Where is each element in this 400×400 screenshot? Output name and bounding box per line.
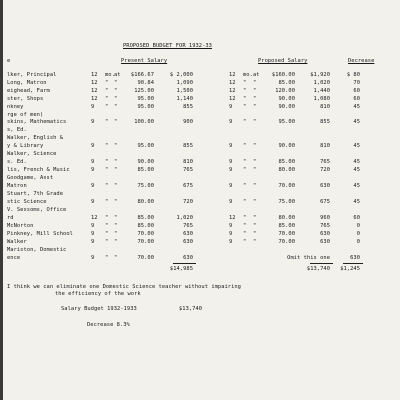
proposed-at: " (253, 159, 257, 165)
proposed-months: 9 (229, 183, 233, 189)
present-monthly-rate: 70.00 (137, 231, 154, 237)
proposed-annual-total: 630 (320, 231, 330, 237)
proposed-monthly-rate: 70.00 (278, 183, 295, 189)
staff-name: ence (7, 255, 21, 261)
present-months: 9 (91, 167, 95, 173)
present-mo-unit: " (105, 183, 109, 189)
staff-name: eighead, Farm (7, 88, 50, 94)
present-at: " (114, 80, 118, 86)
proposed-monthly-rate: 80.00 (278, 215, 295, 221)
present-monthly-rate: 90.84 (137, 80, 154, 86)
decrease-amount: $ 80 (346, 72, 360, 78)
decrease-amount: 45 (353, 199, 360, 205)
staff-name: Matron (7, 183, 27, 189)
present-at: " (114, 119, 118, 125)
proposed-annual-total: 1,020 (313, 80, 330, 86)
proposed-monthly-rate: 70.00 (278, 239, 295, 245)
staff-name: Stuart, 7th Grade (7, 191, 64, 197)
staff-name: Walker, English & (7, 135, 64, 141)
present-mo-unit: " (105, 215, 109, 221)
present-annual-total: 630 (183, 255, 193, 261)
present-total-rule (173, 263, 196, 264)
proposed-monthly-rate: 80.00 (278, 167, 295, 173)
proposed-annual-total: 810 (320, 104, 330, 110)
staff-name: y & Library (7, 143, 44, 149)
proposed-annual-total: $1,920 (310, 72, 330, 78)
proposed-at: " (253, 143, 257, 149)
decrease-amount: 45 (353, 167, 360, 173)
present-annual-total: 1,500 (176, 88, 193, 94)
proposed-total-rule (310, 263, 333, 264)
proposed-mo-unit: " (243, 223, 247, 229)
present-months: 9 (91, 104, 95, 110)
proposed-annual-total: 855 (320, 119, 330, 125)
salary-budget-label: Salary Budget 1932-1933 (61, 306, 137, 312)
proposed-monthly-rate: 85.00 (278, 223, 295, 229)
present-months: 12 (91, 80, 98, 86)
proposed-mo-unit: " (243, 183, 247, 189)
proposed-at: " (253, 80, 257, 86)
proposed-at: " (253, 239, 257, 245)
present-months: 12 (91, 72, 98, 78)
staff-name: Pinkney, Mill School (7, 231, 73, 237)
staff-name: s, Ed. (7, 127, 27, 133)
present-monthly-rate: 85.00 (137, 167, 154, 173)
present-at: " (114, 231, 118, 237)
proposed-mo-unit: " (243, 88, 247, 94)
present-annual-total: 675 (183, 183, 193, 189)
present-at: " (114, 215, 118, 221)
proposed-at: " (253, 167, 257, 173)
proposed-at: " (253, 215, 257, 221)
present-monthly-rate: 90.00 (137, 159, 154, 165)
present-mo-unit: " (105, 199, 109, 205)
proposed-annual-total: 1,440 (313, 88, 330, 94)
decrease-amount: 70 (353, 80, 360, 86)
present-months: 9 (91, 231, 95, 237)
proposed-at: " (253, 231, 257, 237)
proposed-months: 9 (229, 167, 233, 173)
present-mo-unit: " (105, 255, 109, 261)
staff-name: stic Science (7, 199, 47, 205)
present-months: 12 (91, 88, 98, 94)
staff-name: Long, Matron (7, 80, 47, 86)
staff-name: rd (7, 215, 14, 221)
present-at: " (114, 223, 118, 229)
proposed-monthly-rate: 120.00 (275, 88, 295, 94)
decrease-amount: 60 (353, 215, 360, 221)
proposed-months: 9 (229, 239, 233, 245)
proposed-months: 9 (229, 119, 233, 125)
present-months: 9 (91, 183, 95, 189)
present-annual-total: 630 (183, 231, 193, 237)
present-at: " (114, 159, 118, 165)
present-annual-total: 810 (183, 159, 193, 165)
document-title: PROPOSED BUDGET FOR 1932-33 (123, 43, 212, 49)
present-mo-unit: " (105, 143, 109, 149)
proposed-mo-unit: " (243, 104, 247, 110)
present-annual-total: 765 (183, 167, 193, 173)
proposed-months: 9 (229, 159, 233, 165)
decrease-amount: 45 (353, 183, 360, 189)
decrease-amount: 45 (353, 159, 360, 165)
decrease-percent: Decrease 8.3% (87, 322, 130, 328)
present-mo-unit: " (105, 167, 109, 173)
proposed-annual-total: 630 (320, 183, 330, 189)
decrease-amount: 60 (353, 96, 360, 102)
decrease-total: $1,245 (340, 266, 360, 272)
staff-name: ster, Shops (7, 96, 44, 102)
present-monthly-rate: 80.00 (137, 199, 154, 205)
proposed-monthly-rate: 75.00 (278, 199, 295, 205)
staff-name: V. Sessoms, Office (7, 207, 67, 213)
present-mo-unit: mo. (105, 72, 115, 78)
staff-name: lker, Principal (7, 72, 57, 78)
present-annual-total: 1,140 (176, 96, 193, 102)
name-column-header: e (7, 58, 11, 64)
present-total: $14,985 (169, 266, 193, 272)
present-mo-unit: " (105, 231, 109, 237)
present-at: " (114, 96, 118, 102)
present-annual-total: 855 (183, 104, 193, 110)
decrease-header: Decrease (348, 58, 375, 64)
present-months: 9 (91, 119, 95, 125)
present-annual-total: 855 (183, 143, 193, 149)
present-mo-unit: " (105, 96, 109, 102)
present-monthly-rate: 95.00 (137, 143, 154, 149)
present-months: 9 (91, 159, 95, 165)
present-months: 9 (91, 239, 95, 245)
proposed-months: 9 (229, 143, 233, 149)
present-at: " (114, 239, 118, 245)
present-at: " (114, 167, 118, 173)
present-annual-total: 765 (183, 223, 193, 229)
present-months: 12 (91, 215, 98, 221)
proposed-monthly-rate: 95.00 (278, 119, 295, 125)
present-monthly-rate: 70.00 (137, 239, 154, 245)
present-months: 9 (91, 143, 95, 149)
proposed-at: " (253, 104, 257, 110)
present-at: at (114, 72, 121, 78)
proposed-mo-unit: " (243, 199, 247, 205)
present-annual-total: 630 (183, 239, 193, 245)
staff-name: rge of men) (7, 112, 44, 118)
proposed-months: 12 (229, 96, 236, 102)
proposed-mo-unit: mo. (243, 72, 253, 78)
proposed-at: " (253, 199, 257, 205)
proposed-mo-unit: " (243, 80, 247, 86)
proposed-mo-unit: " (243, 231, 247, 237)
present-months: 9 (91, 255, 95, 261)
proposed-mo-unit: " (243, 215, 247, 221)
proposed-mo-unit: " (243, 119, 247, 125)
present-mo-unit: " (105, 80, 109, 86)
staff-name: Walker, Science (7, 151, 57, 157)
proposed-monthly-rate: $160.00 (271, 72, 295, 78)
staff-name: skins, Mathematics (7, 119, 67, 125)
staff-name: s. Ed. (7, 159, 27, 165)
present-at: " (114, 183, 118, 189)
note-line-2: the efficiency of the work (55, 291, 141, 297)
note-line-1: I think we can eliminate one Domestic Science teacher without impairing (7, 284, 241, 290)
staff-name: Goodgame, Asst (7, 175, 54, 181)
decrease-amount: 45 (353, 143, 360, 149)
decrease-amount: 630 (350, 255, 360, 261)
proposed-monthly-rate: 90.00 (278, 143, 295, 149)
present-monthly-rate: 125.00 (134, 88, 154, 94)
proposed-months: 12 (229, 88, 236, 94)
present-monthly-rate: 95.00 (137, 96, 154, 102)
proposed-annual-total: 675 (320, 199, 330, 205)
proposed-mo-unit: " (243, 167, 247, 173)
present-months: 12 (91, 96, 98, 102)
proposed-months: 9 (229, 223, 233, 229)
present-monthly-rate: $166.67 (130, 72, 154, 78)
present-annual-total: 900 (183, 119, 193, 125)
proposed-annual-total: 765 (320, 159, 330, 165)
present-at: " (114, 199, 118, 205)
decrease-amount: 0 (356, 231, 360, 237)
present-salary-header: Present Salary (121, 58, 168, 64)
proposed-months: 12 (229, 80, 236, 86)
proposed-months: 9 (229, 199, 233, 205)
proposed-annual-total: 960 (320, 215, 330, 221)
present-monthly-rate: 85.00 (137, 215, 154, 221)
proposed-at: " (253, 183, 257, 189)
proposed-at: " (253, 88, 257, 94)
present-monthly-rate: 75.00 (137, 183, 154, 189)
proposed-monthly-rate: 85.00 (278, 159, 295, 165)
decrease-amount: 0 (356, 223, 360, 229)
proposed-annual-total: 630 (320, 239, 330, 245)
proposed-mo-unit: " (243, 239, 247, 245)
present-mo-unit: " (105, 223, 109, 229)
present-annual-total: 1,020 (176, 215, 193, 221)
present-mo-unit: " (105, 239, 109, 245)
proposed-months: 9 (229, 104, 233, 110)
decrease-total-rule (343, 263, 363, 264)
proposed-monthly-rate: 90.00 (278, 104, 295, 110)
decrease-amount: 45 (353, 104, 360, 110)
present-monthly-rate: 100.00 (134, 119, 154, 125)
present-annual-total: 1,090 (176, 80, 193, 86)
proposed-mo-unit: " (243, 96, 247, 102)
present-mo-unit: " (105, 88, 109, 94)
staff-name: Mariston, Domestic (7, 247, 67, 253)
proposed-total: $13,740 (306, 266, 330, 272)
proposed-mo-unit: " (243, 159, 247, 165)
proposed-at: " (253, 96, 257, 102)
proposed-monthly-rate: 90.00 (278, 96, 295, 102)
proposed-annual-total: Omit this one (287, 255, 330, 261)
present-monthly-rate: 70.00 (137, 255, 154, 261)
present-monthly-rate: 95.00 (137, 104, 154, 110)
staff-name: nkney (7, 104, 24, 110)
present-monthly-rate: 85.00 (137, 223, 154, 229)
proposed-at: at (253, 72, 260, 78)
present-mo-unit: " (105, 119, 109, 125)
staff-name: lis, French & Music (7, 167, 70, 173)
staff-name: Walker (7, 239, 27, 245)
proposed-annual-total: 810 (320, 143, 330, 149)
proposed-monthly-rate: 70.00 (278, 231, 295, 237)
present-annual-total: $ 2,000 (169, 72, 193, 78)
proposed-mo-unit: " (243, 143, 247, 149)
proposed-annual-total: 1,080 (313, 96, 330, 102)
present-at: " (114, 104, 118, 110)
present-mo-unit: " (105, 159, 109, 165)
present-months: 9 (91, 199, 95, 205)
present-annual-total: 720 (183, 199, 193, 205)
decrease-amount: 0 (356, 239, 360, 245)
salary-budget-value: $13,740 (179, 306, 203, 312)
proposed-at: " (253, 223, 257, 229)
staff-name: McNorton (7, 223, 34, 229)
decrease-amount: 45 (353, 119, 360, 125)
proposed-salary-header: Proposed Salary (258, 58, 308, 64)
proposed-annual-total: 765 (320, 223, 330, 229)
proposed-months: 12 (229, 215, 236, 221)
present-at: " (114, 88, 118, 94)
proposed-annual-total: 720 (320, 167, 330, 173)
proposed-months: 9 (229, 231, 233, 237)
proposed-monthly-rate: 85.00 (278, 80, 295, 86)
decrease-amount: 60 (353, 88, 360, 94)
proposed-months: 12 (229, 72, 236, 78)
present-months: 9 (91, 223, 95, 229)
proposed-at: " (253, 119, 257, 125)
present-mo-unit: " (105, 104, 109, 110)
present-at: " (114, 255, 118, 261)
present-at: " (114, 143, 118, 149)
